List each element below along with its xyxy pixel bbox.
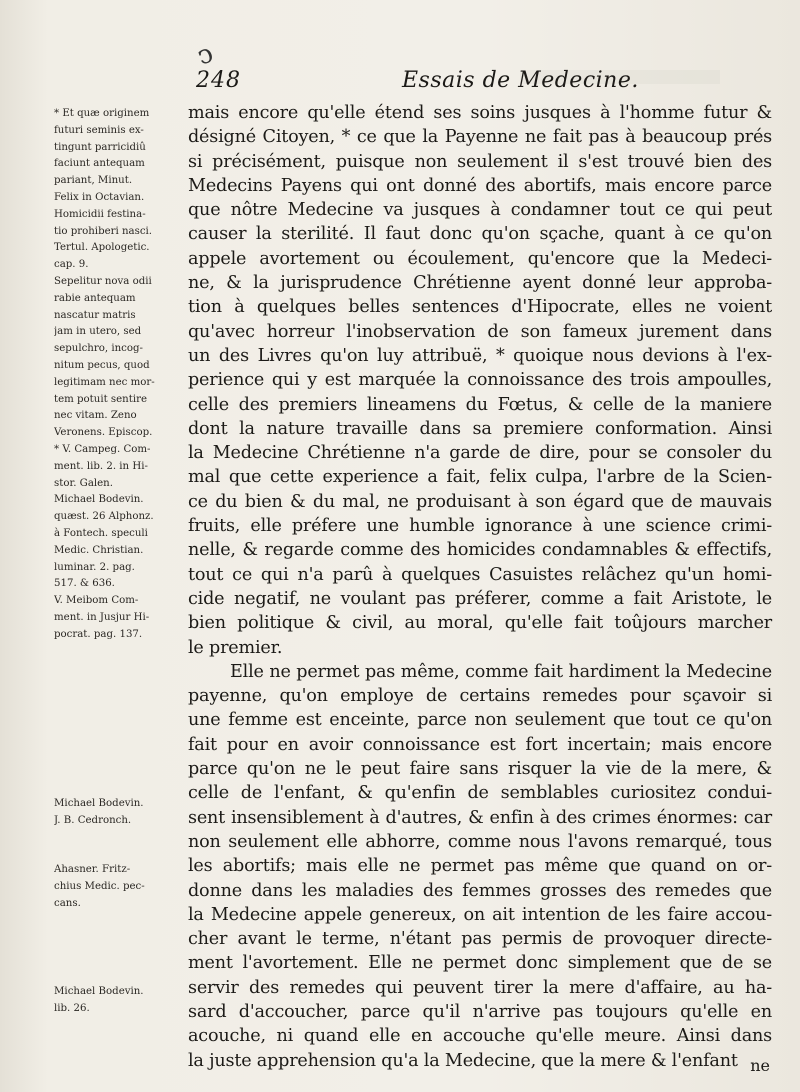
- text-line: fruits, elle préfere une humble ignorance à une science crimi-: [188, 516, 772, 537]
- text-line: sard d'accoucher, parce qu'il n'arrive pas toujours qu'elle en: [188, 1001, 772, 1022]
- text-line: celle de l'enfant, & qu'enfin de semblables curiositez condui-: [188, 783, 772, 804]
- text-line: celle des premiers lineamens du Fœtus, & celle de la maniere: [188, 394, 772, 415]
- text-line: qu'avec horreur l'inobservation de son fameux jurement dans: [188, 321, 772, 342]
- margin-note-line: ment. lib. 2. in Hi-: [54, 460, 148, 472]
- margin-note-line: cans.: [54, 897, 81, 909]
- text-line: non seulement elle abhorre, comme nous l'avons remarqué, tous: [188, 831, 772, 852]
- text-line: donne dans les maladies des femmes grosses des remedes que: [188, 880, 772, 901]
- text-line: tion à quelques belles sentences d'Hipocrate, elles ne voient: [188, 297, 772, 318]
- margin-note-line: lib. 26.: [54, 1002, 90, 1014]
- text-line: sent insensiblement à d'autres, & enfin à des crimes énormes: car: [188, 807, 772, 828]
- text-line: une femme est enceinte, parce non seulement que tout ce qu'on: [188, 710, 772, 731]
- text-line: cide negatif, ne voulant pas préferer, comme a fait Aristote, le: [188, 588, 772, 609]
- margin-note-line: Tertul. Apologetic.: [54, 242, 150, 254]
- text-line: dont la nature travaille dans sa premiere conformation. Ainsi: [188, 418, 772, 439]
- margin-note-line: Felix in Octavian.: [54, 191, 145, 203]
- margin-note-line: pariant, Minut.: [54, 175, 133, 187]
- margin-note-line: rabie antequam: [54, 292, 136, 304]
- text-line: ne, & la jurisprudence Chrétienne ayent donné leur approba-: [188, 273, 772, 294]
- margin-note-line: jam in utero, sed: [54, 326, 142, 338]
- margin-note-line: futuri seminis ex-: [54, 124, 144, 136]
- margin-note-line: Michael Bodevin.: [54, 986, 144, 997]
- margin-note-line: * V. Campeg. Com-: [54, 443, 151, 455]
- text-line: bien politique & civil, au moral, qu'elle fait toûjours marcher: [188, 613, 772, 634]
- text-line: Elle ne permet pas même, comme fait hardiment la Medecine: [230, 661, 772, 682]
- text-line: ce du bien & du mal, ne produisant à son égard que de mauvais: [188, 491, 772, 512]
- text-line: servir des remedes qui peuvent tirer la mere d'affaire, au ha-: [188, 977, 772, 998]
- margin-note-line: cap. 9.: [54, 259, 89, 271]
- page-number: 248: [196, 68, 241, 93]
- running-title: Essais de Medecine.: [402, 68, 639, 93]
- text-line: désigné Citoyen, * ce que la Payenne ne fait pas à beaucoup prés: [188, 127, 772, 148]
- text-line: acouche, ni quand elle en accouche qu'elle meure. Ainsi dans: [188, 1026, 772, 1047]
- text-line: cher avant le terme, n'étant pas permis de provoquer directe-: [188, 929, 772, 950]
- margin-note: [54, 796, 186, 830]
- text-line: que nôtre Medecine va jusques à condamner tout ce qui peut: [188, 200, 772, 221]
- text-line: parce qu'on ne le peut faire sans risquer la vie de la mere, &: [188, 759, 772, 780]
- text-line: appele avortement ou écoulement, qu'encore que la Medeci-: [188, 248, 772, 269]
- margin-note-line: nitum pecus, quod: [54, 359, 150, 371]
- margin-note-line: luminar. 2. pag.: [54, 561, 135, 573]
- margin-note-line: 517. & 636.: [54, 578, 115, 590]
- text-line: mal que cette experience a fait, felix culpa, l'arbre de la Scien-: [188, 467, 772, 488]
- text-line: nelle, & regarde comme des homicides condamnables & effectifs,: [188, 540, 772, 561]
- margin-note-line: Michael Bodevin.: [54, 494, 144, 506]
- text-line: le premier.: [188, 637, 283, 658]
- text-line: fait pour en avoir connoissance est fort incertain; mais encore: [188, 734, 772, 755]
- margin-note-line: nascatur matris: [54, 309, 136, 321]
- text-line: mais encore qu'elle étend ses soins jusques à l'homme futur &: [188, 103, 772, 123]
- text-line: la Medecine appele genereux, on ait intention de les faire accou-: [188, 904, 772, 925]
- margin-note-line: Sepelitur nova odii: [54, 275, 152, 287]
- margin-note-line: ment. in Jusjur Hi-: [54, 611, 150, 623]
- text-line: ment l'avortement. Elle ne permet donc simplement que de se: [188, 953, 772, 974]
- margin-note-line: legitimam nec mor-: [54, 376, 155, 388]
- margin-note-line: V. Meibom Com-: [54, 595, 139, 607]
- margin-note-line: tem potuit sentire: [54, 393, 147, 405]
- margin-note-line: quæst. 26 Alphonz.: [54, 511, 154, 523]
- margin-note-line: * Et quæ originem: [54, 108, 150, 119]
- margin-note-line: tingunt parricidiû: [54, 141, 146, 153]
- margin-note: [54, 862, 186, 912]
- text-line: causer la sterilité. Il faut donc qu'on sçache, quant à ce qu'on: [188, 224, 772, 245]
- body-text: [188, 101, 772, 1073]
- margin-note: [54, 984, 186, 1018]
- margin-note-line: Ahasner. Fritz-: [54, 864, 131, 875]
- margin-note-line: Veronens. Episcop.: [54, 427, 153, 439]
- margin-note-line: J. B. Cedronch.: [54, 814, 132, 826]
- margin-note-line: Homicidii festina-: [54, 208, 146, 220]
- margin-note-line: stor. Galen.: [54, 477, 113, 489]
- text-line: si précisément, puisque non seulement il s'est trouvé bien des: [188, 151, 772, 172]
- margin-note: [54, 106, 186, 644]
- text-line: les abortifs; mais elle ne permet pas même que quand on or-: [188, 856, 772, 877]
- margin-note-line: tio prohiberi nasci.: [54, 225, 153, 237]
- margin-note-line: sepulchro, incog-: [54, 343, 143, 355]
- page-header: [196, 68, 776, 102]
- text-line: Medecins Payens qui ont donné des abortifs, mais encore parce: [188, 175, 772, 196]
- margin-note-line: chius Medic. pec-: [54, 880, 145, 892]
- text-line: perience qui y est marquée la connoissance des trois ampoulles,: [188, 370, 772, 391]
- margin-note-line: à Fontech. speculi: [54, 527, 148, 539]
- text-line: un des Livres qu'on luy attribuë, * quoique nous devions à l'ex-: [188, 345, 772, 366]
- text-line: la Medecine Chrétienne n'a garde de dire, pour se consoler du: [188, 443, 772, 464]
- margin-note-line: Medic. Christian.: [54, 544, 144, 556]
- text-line: payenne, qu'on employe de certains remedes pour sçavoir si: [188, 686, 772, 707]
- catchword: ne: [750, 1056, 770, 1075]
- margin-note-line: nec vitam. Zeno: [54, 410, 137, 422]
- text-line: la juste apprehension qu'a la Medecine, que la mere & l'enfant: [188, 1050, 738, 1071]
- margin-note-line: pocrat. pag. 137.: [54, 628, 143, 640]
- margin-note-line: faciunt antequam: [54, 158, 145, 170]
- margin-note-line: Michael Bodevin.: [54, 798, 144, 809]
- ornament-mark: ↄ: [193, 38, 218, 72]
- text-line: tout ce qui n'a parû à quelques Casuistes relâchez qu'un homi-: [188, 564, 772, 585]
